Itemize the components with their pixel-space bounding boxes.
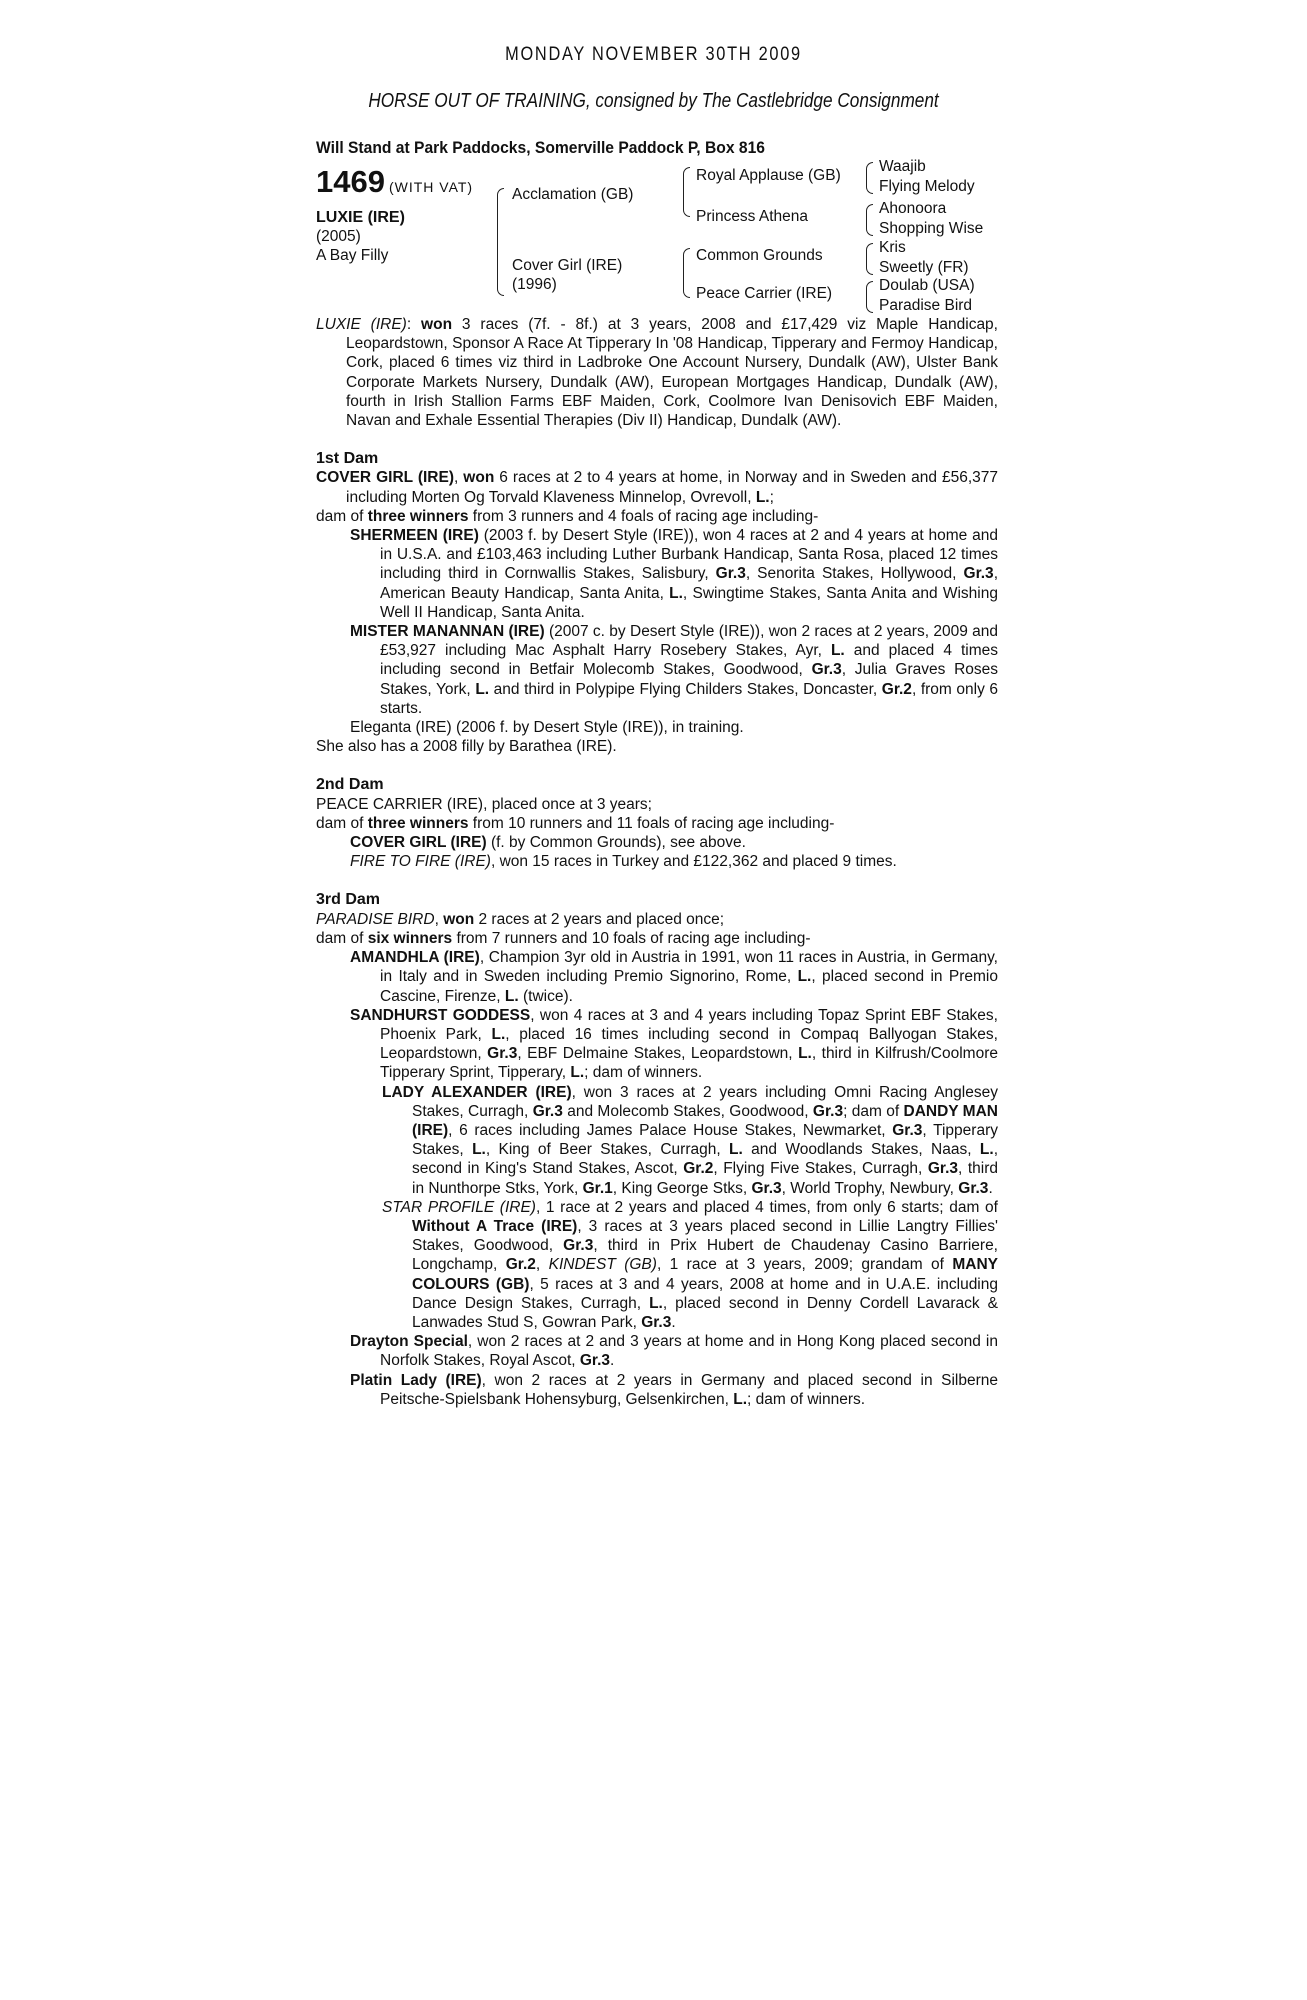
first-dam-also: She also has a 2008 filly by Barathea (IRE). [316, 738, 617, 756]
race-record-won: won [421, 316, 453, 333]
second-dam-heading: 2nd Dam [316, 776, 384, 794]
first-dam-produce: dam of three winners from 3 runners and 4 foals of racing age including- [316, 507, 819, 525]
pedigree-sd-dam: Shopping Wise [879, 220, 984, 237]
pedigree-sire-sire: Royal Applause (GB) [696, 167, 841, 184]
produce-star-profile: STAR PROFILE (IRE), 1 race at 2 years and placed 4 times, from only 6 starts; dam of Without A Trace (IRE), 3 races at 3 years placed second in Lillie Langtry Fillies' Stakes, Goodwood, Gr.3, third in Prix Hubert de Chaudenay Casino Barriere, Longchamp, Gr.2, KINDEST (GB), 1 race at 3 years, 2009; grandam of MANY COLOURS (GB), 5 races at 3 and 4 years, 2008 at home and in U.A.E. including Dance Design Stakes, Curragh, L., placed second in Denny Cordell Lavarack & Lanwades Stud S, Gowran Park, Gr.3. [382, 1198, 999, 1331]
pedigree-brace-ss [866, 162, 873, 194]
pedigree-brace-sd [866, 204, 873, 236]
lot-number-line [316, 164, 473, 200]
pedigree-ss-dam: Flying Melody [879, 178, 975, 195]
produce-amandhla: AMANDHLA (IRE), Champion 3yr old in Austria in 1991, won 11 races in Austria, in Germany, in Italy and in Sweden including Premio Signorino, Rome, L., placed second in Premio Cascine, Firenze, L. (twice). [350, 949, 998, 1005]
horse-identity [316, 208, 405, 265]
race-record: LUXIE (IRE): won 3 races (7f. - 8f.) at 3 years, 2008 and £17,429 viz Maple Handicap, Leopardstown, Sponsor A Race At Tipperary In '08 Handicap, Tipperary and Fermoy Handicap, Cork, placed 6 times viz third in Ladbroke One Account Nursery, Dundalk (AW), Ulster Bank Corporate Markets Nursery, Dundalk (AW), European Mortgages Handicap, Dundalk (AW), fourth in Irish Stallion Farms EBF Maiden, Cork, Coolmore Ivan Denisovich EBF Maiden, Navan and Exhale Essential Therapies (Div II) Handicap, Dundalk (AW). [316, 316, 998, 430]
pedigree-dam-sire: Common Grounds [696, 247, 823, 264]
horse-name: LUXIE (IRE) [316, 209, 405, 226]
first-dam-heading: 1st Dam [316, 450, 379, 468]
third-dam-heading: 3rd Dam [316, 891, 381, 909]
pedigree-ss-sire: Waajib [879, 158, 926, 175]
pedigree-brace-dam [683, 248, 690, 298]
produce-drayton-special: Drayton Special, won 2 races at 2 and 3 years at home and in Hong Kong placed second in Norfolk Stakes, Royal Ascot, Gr.3. [350, 1333, 998, 1370]
stand-location-text: Will Stand at Park Paddocks, Somerville Paddock P, Box 816 [316, 138, 765, 157]
pedigree-brace-ds [866, 243, 873, 275]
catalogue-body [316, 315, 998, 1409]
race-record-horse: LUXIE (IRE) [316, 316, 407, 333]
pedigree-ds-dam: Sweetly (FR) [879, 259, 969, 276]
pedigree-brace-sire [683, 167, 690, 217]
pedigree-dam-year: (1996) [512, 276, 557, 293]
second-dam-record: PEACE CARRIER (IRE), placed once at 3 years; [316, 795, 652, 813]
third-dam-record: PARADISE BIRD, won 2 races at 2 years and placed once; [316, 910, 725, 928]
pedigree-brace-dd [866, 281, 873, 313]
produce-sandhurst-goddess: SANDHURST GODDESS, won 4 races at 3 and 4 years including Topaz Sprint EBF Stakes, Phoenix Park, L., placed 16 times including second in Compaq Ballyogan Stakes, Leopardstown, Gr.3, EBF Delmaine Stakes, Leopardstown, L., third in Kilfrush/Coolmore Tipperary Sprint, Tipperary, L.; dam of winners. [350, 1006, 998, 1082]
produce-mister-manannan: MISTER MANANNAN (IRE) (2007 c. by Desert Style (IRE)), won 2 races at 2 years, 2009 and £53,927 including Mac Asphalt Harry Rosebery Stakes, Ayr, L. and placed 4 times including second in Betfair Molecomb Stakes, Goodwood, Gr.3, Julia Graves Roses Stakes, York, L. and third in Polypipe Flying Childers Stakes, Doncaster, Gr.2, from only 6 starts. [350, 623, 999, 717]
stand-location [316, 138, 804, 158]
pedigree-sd-sire: Ahonoora [879, 200, 947, 217]
consignment-title: HORSE OUT OF TRAINING, consigned by The Castlebridge Consignment [368, 90, 939, 112]
pedigree-dd-dam: Paradise Bird [879, 297, 973, 314]
second-dam-produce: dam of three winners from 10 runners and 11 foals of racing age including- [316, 814, 835, 832]
first-dam-record: COVER GIRL (IRE), won 6 races at 2 to 4 years at home, in Norway and in Sweden and £56,377 including Morten Og Torvald Klaveness Minnelop, Ovrevoll, L.; [316, 469, 998, 506]
produce-platin-lady: Platin Lady (IRE), won 2 races at 2 years in Germany and placed second in Silberne Peitsche-Spielsbank Hohensyburg, Gelsenkirchen, L.; dam of winners. [350, 1371, 998, 1408]
produce-fire-to-fire: FIRE TO FIRE (IRE), won 15 races in Turkey and £122,362 and placed 9 times. [350, 853, 897, 871]
produce-lady-alexander: LADY ALEXANDER (IRE), won 3 races at 2 years including Omni Racing Anglesey Stakes, Curragh, Gr.3 and Molecomb Stakes, Goodwood, Gr.3; dam of DANDY MAN (IRE), 6 races including James Palace House Stakes, Newmarket, Gr.3, Tipperary Stakes, L., King of Beer Stakes, Curragh, L. and Woodlands Stakes, Naas, L., second in King's Stand Stakes, Ascot, Gr.2, Flying Five Stakes, Curragh, Gr.3, third in Nunthorpe Stks, York, Gr.1, King George Stks, Gr.3, World Trophy, Newbury, Gr.3. [382, 1083, 999, 1197]
race-record-text: 3 races (7f. - 8f.) at 3 years, 2008 and £17,429 viz Maple Handicap, Leopardstown, Sponsor A Race At Tipperary In '08 Handicap, Tipperary and Fermoy Handicap, Cork, placed 6 times viz third in Ladbroke One Account Nursery, Dundalk (AW), Ulster Bank Corporate Markets Nursery, Dundalk (AW), European Mortgages Handicap, Dundalk (AW), fourth in Irish Stallion Farms EBF Maiden, Cork, Coolmore Ivan Denisovich EBF Maiden, Navan and Exhale Essential Therapies (Div II) Handicap, Dundalk (AW). [346, 316, 998, 430]
horse-year: (2005) [316, 228, 361, 245]
third-dam-produce: dam of six winners from 7 runners and 10 foals of racing age including- [316, 929, 811, 947]
pedigree-dam-dam: Peace Carrier (IRE) [696, 285, 833, 302]
produce-cover-girl: COVER GIRL (IRE) (f. by Common Grounds), see above. [350, 834, 746, 852]
pedigree-brace-main [497, 188, 504, 296]
lot-number: 1469 [316, 164, 385, 199]
pedigree-dd-sire: Doulab (USA) [879, 277, 975, 294]
pedigree-ds-sire: Kris [879, 239, 906, 256]
pedigree-dam: Cover Girl (IRE) [512, 257, 623, 274]
sale-date: MONDAY NOVEMBER 30TH 2009 [505, 44, 802, 65]
produce-shermeen: SHERMEEN (IRE) (2003 f. by Desert Style (IRE)), won 4 races at 2 and 4 years at home and in U.S.A. and £103,463 including Luther Burbank Handicap, Santa Rosa, placed 12 times including third in Cornwallis Stakes, Salisbury, Gr.3, Senorita Stakes, Hollywood, Gr.3, American Beauty Handicap, Santa Anita, L., Swingtime Stakes, Santa Anita and Wishing Well II Handicap, Santa Anita. [350, 527, 998, 621]
produce-eleganta: Eleganta (IRE) (2006 f. by Desert Style (IRE)), in training. [350, 719, 744, 737]
vat-note: (WITH VAT) [388, 179, 474, 195]
horse-description: A Bay Filly [316, 247, 389, 264]
pedigree-sire: Acclamation (GB) [512, 186, 634, 203]
pedigree-sire-dam: Princess Athena [696, 208, 809, 225]
